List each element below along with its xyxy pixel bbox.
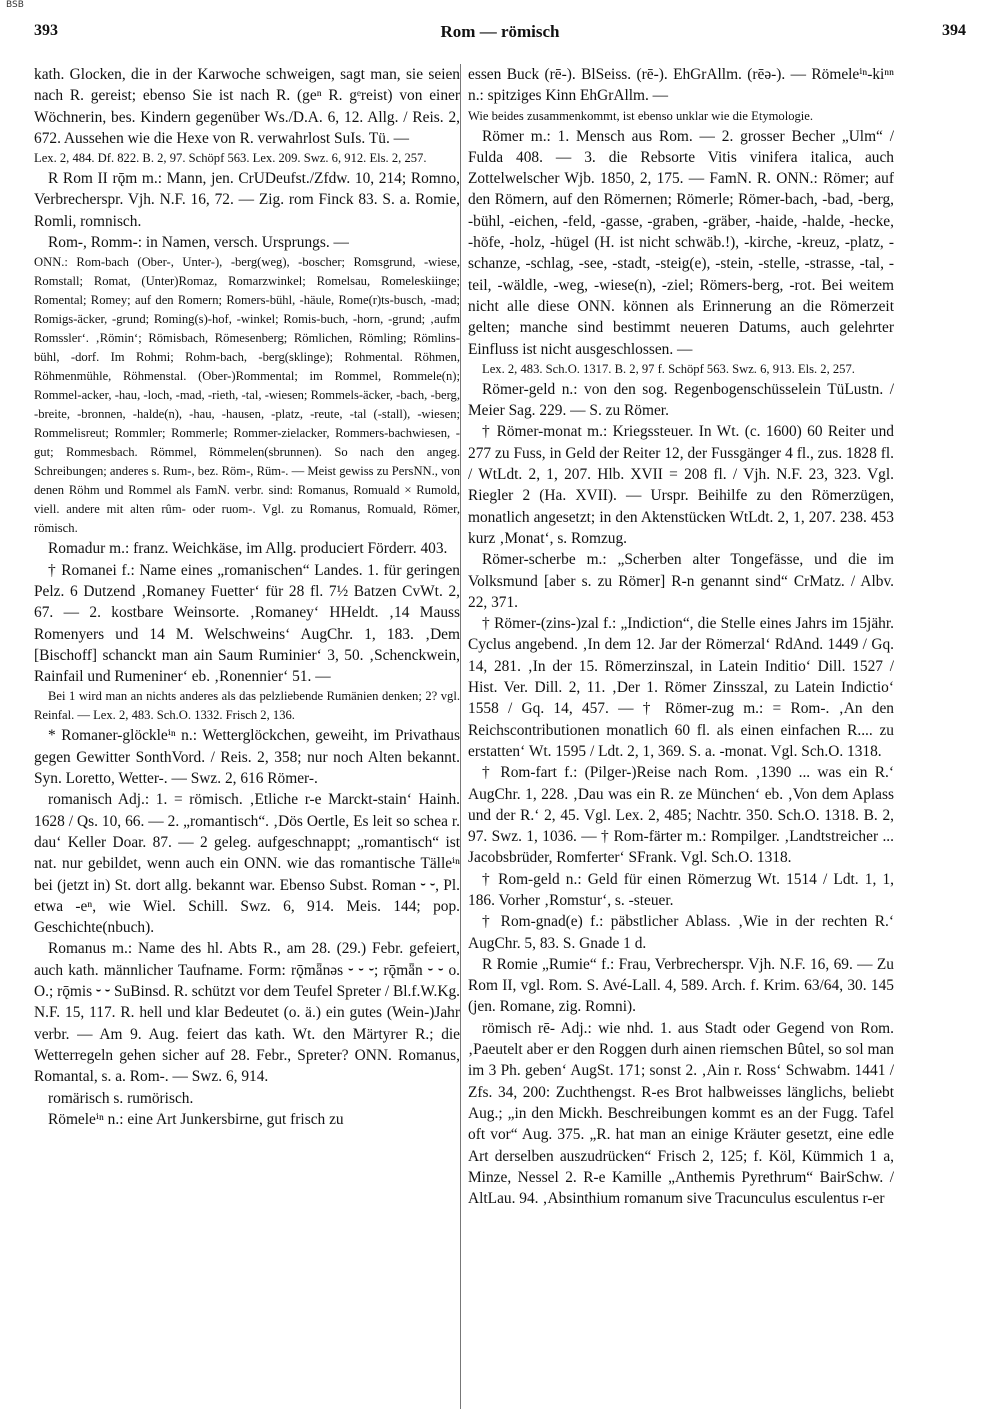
entry-paragraph: R Rom II rǭm m.: Mann, jen. CrUDeufst./Zfdw. 10, 214; Romno, Verbrecherspr. Vjh. N.F. 16, 72. — Zig. rom Finck 83. S. a. Romie, Romli, romnisch. — [34, 170, 460, 230]
entry-paragraph: Römeleⁱⁿ n.: eine Art Junkersbirne, gut frisch zu — [48, 1110, 344, 1128]
entry-paragraph: Rom-, Romm-: in Namen, versch. Ursprungs. — — [48, 234, 349, 252]
entry-paragraph: essen Buck (rē-). BlSeiss. (rē-). EhGrAllm. (rēǝ-). — Römeleⁱⁿ-kiⁿⁿ n.: spitziges Kinn EhGrAllm. — — [468, 66, 894, 105]
library-mark: BSB — [6, 0, 24, 10]
entry-paragraph: kath. Glocken, die in der Karwoche schweigen, sagt man, sie seien nach R. gereist; ebenso Sie ist nach R. (geⁿ R. gᵉreist) von einer Wöchnerin, bes. Kindern gegenüber Ws./D.A. 6, 12. Allg. / Reis. 2, 672. Aussehen wie die Hexe von R. verwahrlost SuIs. Tü. — — [34, 66, 460, 147]
right-column — [468, 64, 894, 1409]
entry-paragraph: * Romaner-glöckleⁱⁿ n.: Wetterglöckchen, geweiht, im Privathaus gegen Gewitter SonthVord. / Reis. 2, 358; nur noch Alten bekannt. Syn. Loretto, Wetter-. — Swz. 2, 616 Römer-. — [34, 727, 460, 788]
page-number-right: 394 — [942, 22, 966, 39]
entry-paragraph: romärisch s. rumörisch. — [48, 1089, 194, 1107]
entry-paragraph: Romadur m.: franz. Weichkäse, im Allg. produciert Förderr. 403. — [48, 540, 448, 558]
entry-paragraph: Römer-scherbe m.: „Scherben alter Tongefässe, und die im Volksmund [aber s. zu Römer] R-n genannt sind“ CrMatz. / Albv. 22, 371. — [468, 551, 894, 611]
entry-paragraph: † Römer-monat m.: Kriegssteuer. In Wt. (c. 1600) 60 Reiter und 277 zu Fuss, in Geld der Reiter 12, der Fussgänger 4 fl., zus. 1828 fl. / WtLdt. 2, 1, 207. Hlb. XVII = 208 fl. / Vjh. N.F. 23, 323. Vgl. Riegler 2 (Ha. XVII). — Urspr. Beihilfe zu den Römerzügen, monatlich angesetzt; in den Aktenstücken WtLdt. 2, 1, 207. 238. 453 kurz ‚Monat‘, s. Romzug. — [468, 423, 894, 547]
entry-paragraph: R Romie „Rumie“ f.: Frau, Verbrecherspr. Vjh. N.F. 16, 69. — Zu Rom II, vgl. Rom. S. Avé-Lall. 4, 589. Arch. f. Krim. 63/64, 30. 145 (jen. Romane, zig. Romni). — [468, 955, 894, 1016]
entry-paragraph: † Romanei f.: Name eines „romanischen“ Landes. 1. für geringen Pelz. 6 Dutzend ‚Romaney Fuetter‘ für 28 fl. 7½ Batzen CvWt. 2, 67. — 2. kostbare Weinsorte. ‚Romaney‘ HHeldt. ‚14 Mauss Romenyers und 14 M. Welschweins‘ AugChr. 1, 183. ‚Dem [Bischoff] schanckt man ain Saum Ruminier‘ 3, 50. ‚Schenckwein, Rainfail und Rumeniner‘ eb. ‚Ronennier‘ 51. — — [34, 561, 460, 686]
left-column — [34, 64, 460, 1409]
entry-paragraph: ONN.: Rom-bach (Ober-, Unter-), -berg(weg), -boscher; Romsgrund, -wiese, Romstall; Romat, (Unter)Romaz, Romarzwinkel; Romelsau, Romeleskiinge; Romental; Romey; auf den Romern; Romers-bühl, -häule, Rome(r)ts-busch, -mad; Romigs-äcker, -grund; Roming(s)-hof, -winkel; Romis-buch, -horn, -grund; ‚aufm Romssler‘. ‚Römin‘; Römisbach, Römesenberg; Römlichen, Römling; Römlins-bühl, -dorf. Im Rohmi; Rohm-bach, -berg(sklinge); Rohmental. Röhmen, Röhmenmühle, Röhmenstal. (Ober-)Rommental; im Rommel, Rommele(n); Rommel-acker, -hau, -loch, -mad, -rieth, -tal, -wiesen; Rommels-äcker, -bach, -berg, -breite, -bronnen, -halde(n), -hau, -hausen, -platz, -reute, -tal (-stall), -wiesen; Rommelisreut; Rommler; Rommerle; Rommer-zielacker, Rommers-bachwiesen, -gut; Rommesbach. Römmel, Römmelen(sbrunnen). So nach den angeg. Schreibungen; anderes s. Rum-, bez. Röm-, Rüm-. — Meist gewiss zu PersNN., von denen Röhm und Rommel als FamN. verbr. sind: Romanus, Romuald × Rumold, viell. andere mit alten rûm- oder ruom-. Vgl. zu Romanus, Romuald, Römer, römisch. — [34, 255, 460, 536]
entry-paragraph: † Römer-(zins-)zal f.: „Indiction“, die Stelle eines Jahrs im 15jähr. Cyclus angebend. ‚In dem 12. Jar der Römerzal‘ RdAnd. 1449 / Gq. 14, 281. ‚In der 15. Römerzinszal, in Latein Inditio‘ Dill. 1527 / Hist. Ver. Dill. 2, 11. ‚Der 1. Römer Zinsszal, zu Latein Indictio‘ 1558 / Gq. 14, 457. — † Römer-zug m.: = Rom-. ‚An den Reichscontributionen monatlich 60 fl. als einen einfachen R.... zu erstatten‘ Wt. 1595 / Ldt. 2, 1, 369. S. a. -monat. Vgl. Sch.O. 1318. — [468, 615, 894, 760]
entry-paragraph: † Rom-gnad(e) f.: päbstlicher Ablass. ‚Wie in der rechten R.‘ AugChr. 5, 83. S. Gnade 1 d. — [468, 913, 894, 952]
entry-paragraph: Römer-geld n.: von den sog. Regenbogenschüsselein TüLustn. / Meier Sag. 229. — S. zu Römer. — [468, 380, 894, 420]
entry-paragraph: Romanus m.: Name des hl. Abts R., am 28. (29.) Febr. gefeiert, auch kath. männlicher Taufname. Form: rǭmǟnǝs ⏑ ⏑ ⏑; rǭmǟn ⏑ ⏑ o. O.; rǭmis ⏑ ⏑ SuBinsd. R. schützt vor dem Teufel Spreter / Bl.f.W.Kg. N.F. 15, 117. R. hell und klar Bedeutet (o. ä.) ein gutes (Wein-)Jahr verbr. — Am 9. Aug. feiert das kath. Wt. den Märtyrer R.; die Wetterregeln gehen sicher auf 28. Febr., Spreter? ONN. Romanus, Romantal, s. a. Rom-. — Swz. 6, 914. — [34, 940, 460, 1086]
entry-paragraph: römisch rē- Adj.: wie nhd. 1. aus Stadt oder Gegend von Rom. ‚Paeutelt aber er den Roggen durh ainen riemschen Bûtel, so sol man im 3 Ph. geben‘ AugSt. 171; sonst 2. ‚Ain r. Ross‘ Schwabm. 1441 / Zfs. 34, 200: Zuchthengst. R-es Brot halbweisses länglichs, beliebt Aug.; „in den Mickh. Beschreibungen kommt es an der Fugg. Tafel oft vor“ Aug. 375. „R. hat man an einige Kräuter gesetzt, eine edle Art derselben auszudrücken“ Frisch 2, 125; f. Köl, Kümmich 1 a, Minze, Nessel 2. R-e Kamille „Anthemis Pyrethrum“ BairSchw. / AltLau. 94. ‚Absinthium romanum sive Tracunculus esculentus r-er — [468, 1019, 894, 1208]
entry-paragraph: † Rom-geld n.: Geld für einen Römerzug Wt. 1514 / Ldt. 1, 1, 186. Vorher ‚Romstur‘, s. -steuer. — [468, 870, 894, 909]
entry-paragraph: Bei 1 wird man an nichts anderes als das pelzliebende Rumänien denken; 2? vgl. Reinfal. — Lex. 2, 483. Sch.O. 1332. Frisch 2, 136. — [34, 689, 460, 723]
entry-paragraph: Wie beides zusammenkommt, ist ebenso unklar wie die Etymologie. — [468, 108, 814, 123]
entry-paragraph: Lex. 2, 484. Df. 822. B. 2, 97. Schöpf 563. Lex. 209. Swz. 6, 912. Els. 2, 257. — [34, 151, 427, 166]
entry-paragraph: † Rom-fart f.: (Pilger-)Reise nach Rom. ‚1390 ... was ein R.‘ AugChr. 1, 228. ‚Dau was ein R. ze München‘ eb. ‚Von dem Aplass und der R.‘ 2, 45. Vgl. Lex. 2, 485; Nachtr. 350. Sch.O. 1318. B. 2, 97. Swz. 1, 1036. — † Rom-färter m.: Rompilger. ‚Landtstreicher ... Jacobsbrüder, Romferter‘ SFrank. Vgl. Sch.O. 1318. — [468, 764, 894, 867]
page-number-left: 393 — [34, 22, 58, 39]
column-divider — [460, 64, 461, 1409]
header-title: Rom — römisch — [440, 22, 560, 41]
entry-paragraph: Römer m.: 1. Mensch aus Rom. — 2. grosser Becher „Ulm“ / Fulda 408. — 3. die Rebsorte Vitis vinifera italica, auch Zottelwelscher Wjb. 1850, 2, 175. — FamN. R. ONN.: Römer; auf den Römern, auf den Römernen; Römerle; Römer-bach, -bad, -berg, -bühl, -eichen, -feld, -gasse, -graben, -gräber, -haide, -halde, -hecke, -höfe, -holz, -hügel (H. ist nicht schwäb.!), -kirche, -kreuz, -platz, -schanze, -schlag, -see, -stadt, -steig(e), -stein, -stelle, -strasse, -tal, -teil, -wäldle, -weg, -wiese(n), -ziel; Römers-berg, -rot. Bei weitem nicht alle diese ONN. können als Erinnerung an die Römerzeit gelten; manche sind bestimmt neueren Datums, auch gelehrter Einfluss ist nicht ausgeschlossen. — — [468, 127, 894, 358]
running-header — [34, 22, 966, 48]
entry-paragraph: romanisch Adj.: 1. = römisch. ‚Etliche r-e Marckt-stain‘ Hainh. 1628 / Qs. 10, 66. — 2. „romantisch“. ‚Dös Oertle, Es leit so schea r. dau‘ Keller Doar. 87. — 2 geleg. aufgeschnappt; „romantisch“ ist nat. nur gebildet, wenn auch ein ONN. wie das romantische Tälleⁱⁿ bei (jetzt in) St. dort allg. bekannt war. Ebenso Subst. Roman ⏑ ⏑, Pl. etwa -eⁿ, wie Wiel. Schill. Swz. 6, 914. Meis. 144; pop. Geschichte(nbuch). — [34, 791, 460, 937]
entry-paragraph: Lex. 2, 483. Sch.O. 1317. B. 2, 97 f. Schöpf 563. Swz. 6, 913. Els. 2, 257. — [482, 361, 855, 376]
